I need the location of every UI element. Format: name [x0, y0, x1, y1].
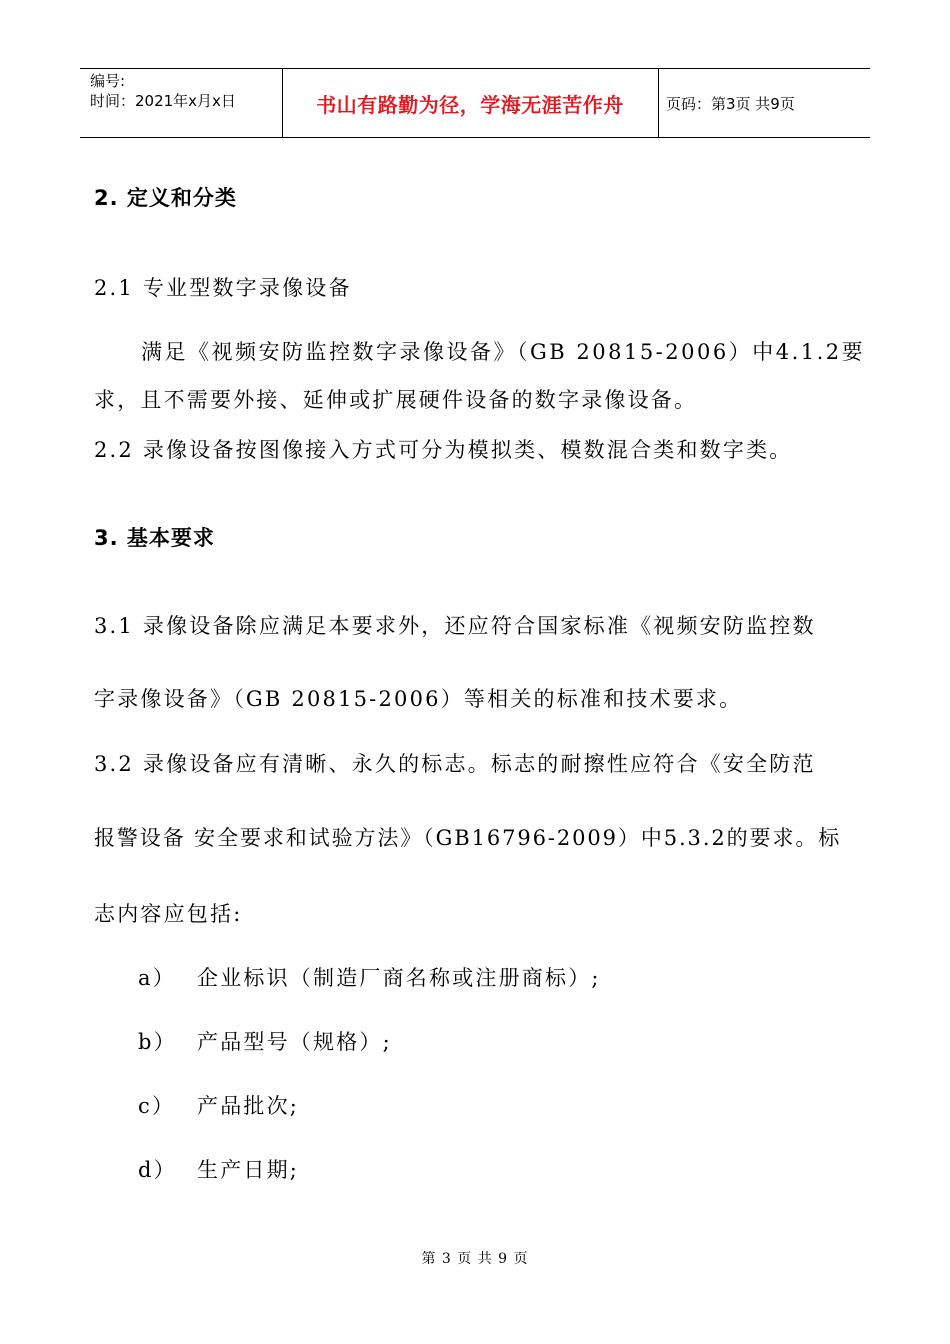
list-item-label: a） [138, 966, 176, 990]
section-3-1-paragraph-line: 3.1 录像设备除应满足本要求外，还应符合国家标准《视频安防监控数 [94, 614, 816, 638]
section-2-1-heading: 2.1 专业型数字录像设备 [94, 276, 352, 300]
document-time-label: 时间：2021年x月x日 [90, 92, 236, 110]
document-number-label: 编号: [90, 72, 126, 90]
header-motto: 书山有路勤为径，学海无涯苦作舟 [282, 69, 659, 137]
section-3-title: 3. 基本要求 [94, 526, 215, 550]
section-3-2-paragraph-line: 志内容应包括: [94, 902, 243, 926]
header-page-info: 页码：第3页 共9页 [666, 94, 795, 113]
list-item-text: 生产日期; [197, 1158, 300, 1182]
header-table [80, 68, 870, 138]
list-item-label: b） [138, 1030, 177, 1054]
page-footer: 第 3 页 共 9 页 [421, 1251, 529, 1267]
list-item-label: c） [138, 1094, 176, 1118]
list-item-text: 产品型号（规格）; [197, 1030, 392, 1054]
list-item-text: 产品批次; [197, 1094, 300, 1118]
header-info-cell [80, 69, 283, 137]
section-3-2-paragraph-line: 3.2 录像设备应有清晰、永久的标志。标志的耐擦性应符合《安全防范 [94, 752, 816, 776]
section-2-2-paragraph: 2.2 录像设备按图像接入方式可分为模拟类、模数混合类和数字类。 [94, 438, 793, 462]
section-3-1-paragraph-line: 字录像设备》（GB 20815-2006）等相关的标准和技术要求。 [94, 687, 743, 711]
list-item-text: 企业标识（制造厂商名称或注册商标）; [197, 966, 601, 990]
section-2-1-paragraph-line: 满足《视频安防监控数字录像设备》（GB 20815-2006）中4.1.2要 [141, 340, 866, 364]
section-2-1-paragraph-line: 求，且不需要外接、延伸或扩展硬件设备的数字录像设备。 [94, 388, 698, 412]
section-3-2-paragraph-line: 报警设备 安全要求和试验方法》（GB16796-2009）中5.3.2的要求。标 [94, 826, 842, 850]
section-2-title: 2. 定义和分类 [94, 186, 237, 210]
list-item-label: d） [138, 1158, 177, 1182]
